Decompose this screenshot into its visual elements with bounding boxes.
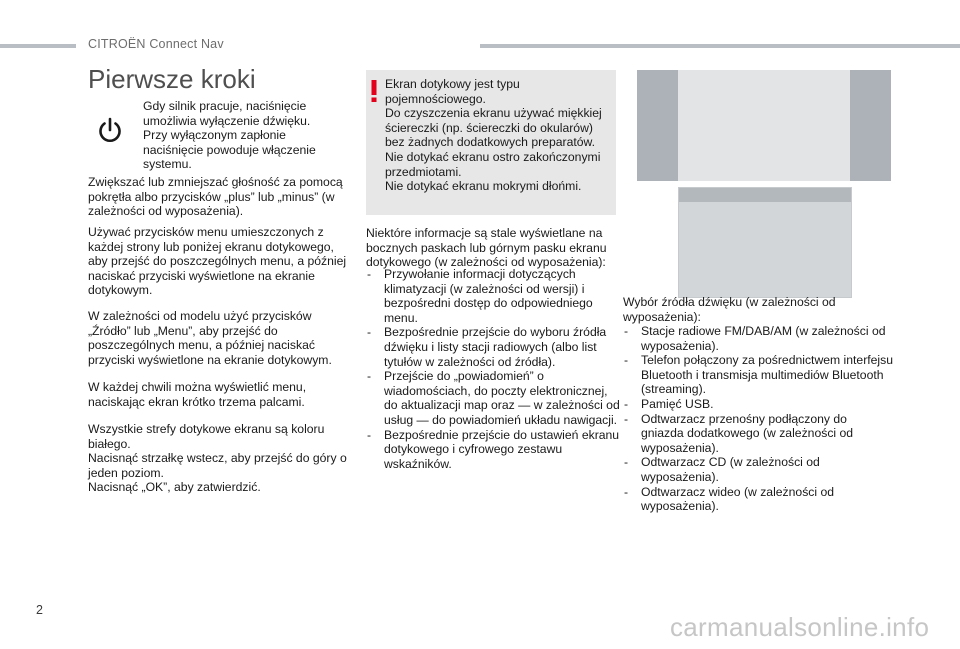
screen-illustration-topbar-strip [679, 188, 851, 202]
three-finger-paragraph: W każdej chwili można wyświetlić menu, naciskając ekran krótko trzema palcami. [88, 380, 307, 409]
screen-illustration-center [678, 70, 850, 181]
warning-text: Ekran dotykowy jest typu pojemnościowego. Do czyszczenia ekranu używać miękkiej ściereczki (np. ściereczki do okularów) bez żadnych dodatkowych preparatów. Nie dotykać ekranu ostro zakończonymi przedmiotami. Nie dotykać ekranu mokrymi dłońmi. [385, 77, 602, 194]
power-button-description: Gdy silnik pracuje, naciśnięcie umożliwia wyłączenie dźwięku. Przy wyłączonym zapłonie naciśnięcie powoduje włączenie systemu. [143, 99, 316, 172]
list-item: - Przejście do „powiadomień” o wiadomościach, do poczty elektronicznej, do aktualizacji map oraz — w zależności od usług — do powiadomień układu nawigacji. [366, 369, 621, 427]
status-bars-list [366, 267, 621, 471]
list-item: - Bezpośrednie przejście do ustawień ekranu dotykowego i cyfrowego zestawu wskaźników. [366, 428, 621, 472]
list-item: - Odtwarzacz CD (w zależności od wyposażenia). [623, 455, 893, 484]
list-item: - Stacje radiowe FM/DAB/AM (w zależności od wyposażenia). [623, 324, 893, 353]
volume-paragraph: Zwiększać lub zmniejszać głośność za pomocą pokrętła albo przycisków „plus” lub „minus” (w zależności od wyposażenia). [88, 175, 343, 219]
audio-source-list [623, 324, 893, 514]
page-title: Pierwsze kroki [88, 64, 256, 94]
header-divider-left [0, 44, 76, 48]
audio-source-intro: Wybór źródła dźwięku (w zależności od wyposażenia): [623, 295, 836, 324]
touch-zones-paragraph: Wszystkie strefy dotykowe ekranu są koloru białego. Nacisnąć strzałkę wstecz, aby przejść do góry o jeden poziom. Nacisnąć „OK”, aby zatwierdzić. [88, 422, 347, 495]
warning-icon [370, 80, 378, 102]
header-divider-right [480, 44, 960, 48]
list-item: - Bezpośrednie przejście do wyboru źródła dźwięku i listy stacji radiowych (albo list tytułów w zależności od źródła). [366, 325, 621, 369]
list-item: - Pamięć USB. [623, 397, 893, 412]
list-item: - Odtwarzacz przenośny podłączony do gniazda dodatkowego (w zależności od wyposażenia). [623, 412, 893, 456]
list-item: - Telefon połączony za pośrednictwem interfejsu Bluetooth i transmisja multimediów Bluetooth (streaming). [623, 353, 893, 397]
screen-illustration-topbar [678, 187, 852, 298]
page-number: 2 [36, 603, 43, 617]
header-title: CITROËN Connect Nav [88, 37, 224, 51]
list-item: - Odtwarzacz wideo (w zależności od wyposażenia). [623, 485, 893, 514]
watermark: carmanualsonline.info [670, 612, 930, 642]
power-icon [94, 114, 126, 146]
list-item: - Przywołanie informacji dotyczących klimatyzacji (w zależności od wersji) i bezpośredni dostęp do odpowiedniego menu. [366, 267, 621, 325]
menu-buttons-paragraph: Używać przycisków menu umieszczonych z każdej strony lub poniżej ekranu dotykowego, aby przejść do poszczególnych menu, a później naciskać przyciski wyświetlone na ekranie dotykowym. [88, 225, 347, 298]
status-bars-intro: Niektóre informacje są stale wyświetlane na bocznych paskach lub górnym pasku ekranu dotykowego (w zależności od wyposażenia): [366, 226, 607, 270]
source-menu-paragraph: W zależności od modelu użyć przycisków „Źródło” lub „Menu”, aby przejść do poszczególnych menu, a później naciskać przyciski wyświetlone na ekranie dotykowym. [88, 309, 332, 367]
